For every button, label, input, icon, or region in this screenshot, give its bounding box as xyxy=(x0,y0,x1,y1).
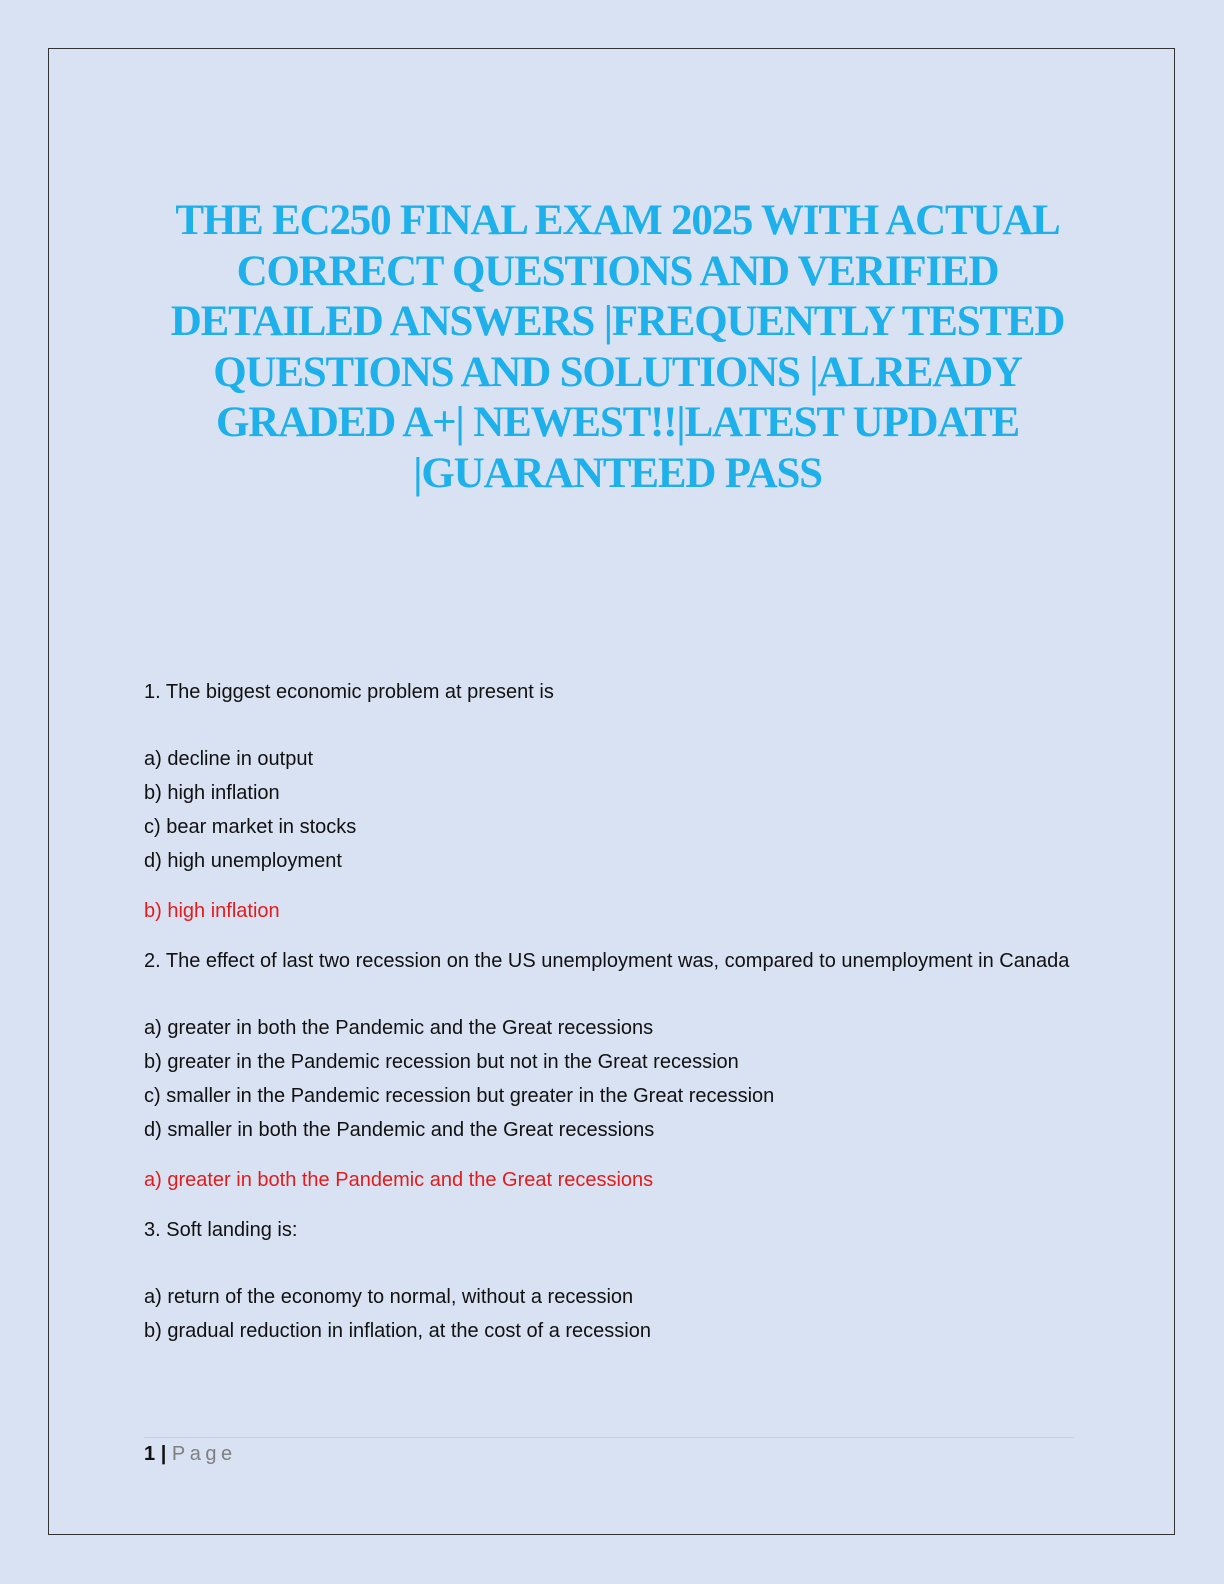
correct-answer: b) high inflation xyxy=(144,900,280,922)
page-footer xyxy=(144,1440,237,1468)
answer-option: a) greater in both the Pandemic and the Great recessions xyxy=(144,1017,654,1039)
answer-option: c) smaller in the Pandemic recession but greater in the Great recession xyxy=(144,1085,775,1107)
page-number: 1 xyxy=(144,1443,156,1465)
answer-option: b) high inflation xyxy=(144,782,280,804)
question-block xyxy=(144,675,1074,928)
footer-divider xyxy=(144,1437,1074,1438)
answer-option: c) bear market in stocks xyxy=(144,816,357,838)
answer-option: d) smaller in both the Pandemic and the Great recessions xyxy=(144,1119,655,1141)
document-title: THE EC250 FINAL EXAM 2025 WITH ACTUAL CORRECT QUESTIONS AND VERIFIED DETAILED ANSWERS |FREQUENTLY TESTED QUESTIONS AND SOLUTIONS |ALREADY GRADED A+| NEWEST!!|LATEST UPDATE |GUARANTEED PASS xyxy=(170,197,1065,497)
page-label: Page xyxy=(171,1443,237,1465)
correct-answer: a) greater in both the Pandemic and the Great recessions xyxy=(144,1169,654,1191)
question-block xyxy=(144,944,1074,1197)
answer-option: b) gradual reduction in inflation, at the cost of a recession xyxy=(144,1320,651,1342)
answer-option: a) decline in output xyxy=(144,748,314,770)
question-block xyxy=(144,1213,1074,1348)
question-text: 3. Soft landing is: xyxy=(144,1219,298,1241)
question-list xyxy=(144,675,1074,1348)
footer-separator: | xyxy=(160,1443,167,1465)
answer-option: d) high unemployment xyxy=(144,850,342,872)
answer-option: a) return of the economy to normal, without a recession xyxy=(144,1286,634,1308)
answer-option: b) greater in the Pandemic recession but not in the Great recession xyxy=(144,1051,739,1073)
question-text: 2. The effect of last two recession on the US unemployment was, compared to unemployment in Canada xyxy=(144,950,1070,972)
question-text: 1. The biggest economic problem at present is xyxy=(144,681,554,703)
